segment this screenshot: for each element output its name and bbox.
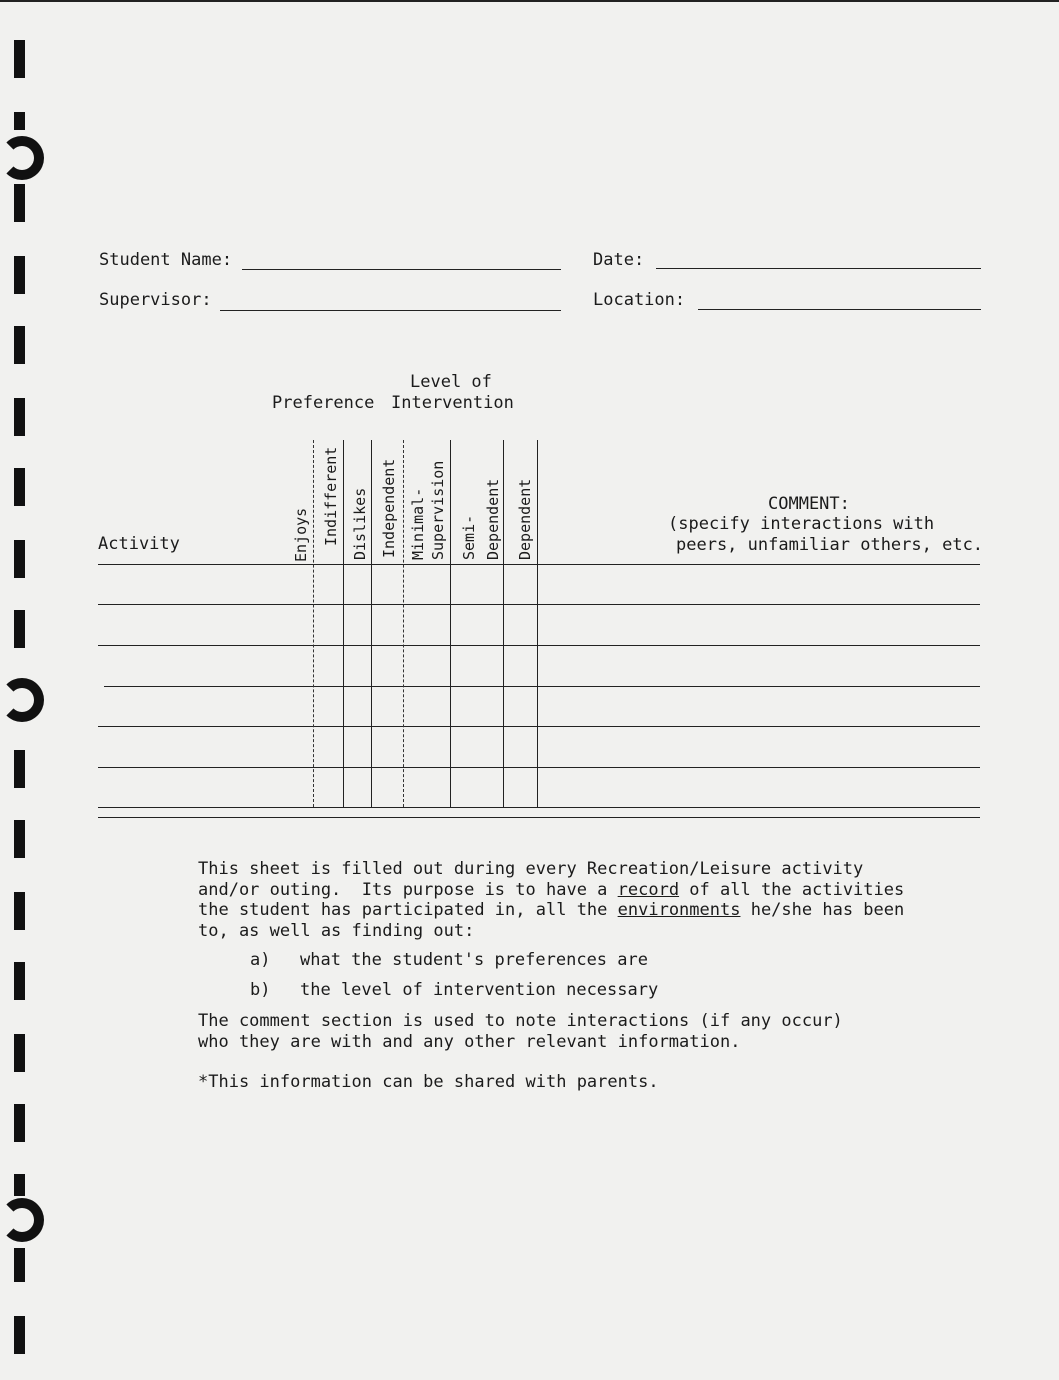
column-divider [537,440,538,807]
binder-mark [14,892,25,930]
table-bottom-rule [98,817,980,818]
column-divider [503,440,504,807]
intervention-group-label: Intervention [391,393,514,413]
binder-mark [14,398,25,436]
comment-subheader-2: peers, unfamiliar others, etc. [676,535,984,555]
column-divider [371,440,372,807]
binder-ring-icon [0,678,44,722]
col-dependent: Dependent [516,478,534,560]
binder-mark [14,326,25,364]
instructions-paragraph: This sheet is filled out during every Recreation/Leisure activity and/or outing. Its purpose is to have a record of all the activities the student has participated in, all the environments he/she has been to, as well as finding out: [198,859,905,941]
col-enjoys: Enjoys [292,507,310,562]
location-field[interactable] [698,309,981,310]
binder-mark [14,962,25,1000]
comment-header: COMMENT: [768,494,850,514]
table-row[interactable] [98,767,980,768]
binder-mark [14,112,25,130]
student-name-label: Student Name: [99,250,233,270]
list-marker-b: b) [250,980,271,1000]
col-minimal-line2: Supervision [429,460,447,560]
binder-mark [14,1248,25,1282]
column-divider [343,440,344,807]
table-row[interactable] [104,686,980,687]
col-semi-line2: Dependent [484,478,502,560]
date-label: Date: [593,250,645,270]
parents-note: *This information can be shared with parents. [198,1072,659,1092]
binder-mark [14,40,25,78]
table-row[interactable] [98,807,980,808]
supervisor-field[interactable] [220,310,561,311]
activity-header: Activity [98,534,180,554]
table-row[interactable] [98,645,980,646]
preference-group-label: Preference [272,393,375,413]
environments-word: environments [617,900,741,920]
level-of-label: Level of [410,372,492,392]
table-row[interactable] [98,726,980,727]
col-semi-line1: Semi- [460,514,478,560]
table-row[interactable] [98,604,980,605]
binder-mark [14,610,25,648]
date-field[interactable] [656,268,981,269]
binder-mark [14,184,25,222]
supervisor-label: Supervisor: [99,290,212,310]
comment-note-paragraph: The comment section is used to note interactions (if any occur) who they are with and any other relevant information. [198,1011,843,1052]
col-dislikes: Dislikes [351,487,369,560]
column-divider [403,440,404,807]
comment-subheader-1: (specify interactions with [668,514,935,534]
location-label: Location: [593,290,686,310]
binder-ring-icon [0,1198,44,1242]
binder-mark [14,1104,25,1142]
col-independent: Independent [380,458,398,558]
binder-mark [14,750,25,788]
table-row[interactable] [98,564,980,565]
binder-mark [14,256,25,294]
list-item-b: the level of intervention necessary [300,980,659,1000]
student-name-field[interactable] [242,269,561,270]
list-marker-a: a) [250,950,271,970]
column-divider [450,440,451,807]
binder-mark [14,1316,25,1354]
column-divider [313,440,314,807]
col-indifferent: Indifferent [322,446,340,546]
binder-mark [14,1174,25,1196]
binder-mark [14,1034,25,1072]
binder-mark [14,540,25,578]
binder-mark [14,468,25,506]
list-item-a: what the student's preferences are [300,950,648,970]
page-top-edge [0,0,1059,2]
col-minimal-line1: Minimal- [409,487,427,560]
binder-mark [14,820,25,858]
record-word: record [617,879,680,900]
binder-ring-icon [0,136,44,180]
